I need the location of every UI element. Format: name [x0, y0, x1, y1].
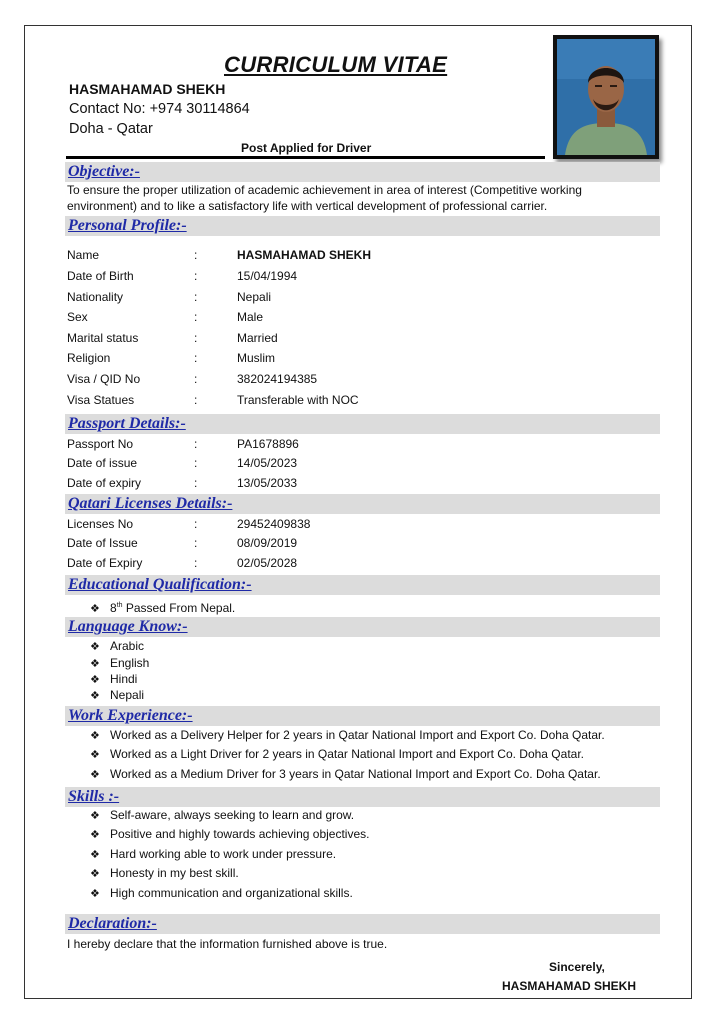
declaration-text: I hereby declare that the information furnished above is true. — [67, 937, 388, 951]
personal-heading: Personal Profile:- — [68, 217, 187, 234]
bullet-icon: ❖ — [90, 868, 100, 880]
passport-heading: Passport Details:- — [68, 415, 186, 432]
profile-photo-image — [557, 39, 655, 155]
language-item: Nepali — [110, 688, 145, 702]
row-colon: : — [194, 536, 198, 550]
declaration-heading-bar — [65, 914, 660, 934]
skill-item: Hard working able to work under pressure. — [110, 847, 337, 861]
education-text: Passed From Nepal. — [122, 601, 236, 615]
objective-heading-bar — [65, 162, 660, 182]
row-label: Date of Issue — [67, 536, 138, 550]
row-colon: : — [194, 517, 198, 531]
row-value: 29452409838 — [237, 517, 311, 531]
personal-heading-bar — [65, 216, 660, 236]
contact-number: Contact No: +974 30114864 — [69, 101, 250, 117]
skill-item: Honesty in my best skill. — [110, 866, 239, 880]
language-item: Arabic — [110, 639, 145, 653]
list-item — [90, 847, 336, 863]
row-colon: : — [194, 393, 198, 407]
bullet-icon: ❖ — [90, 674, 100, 686]
objective-line-1: To ensure the proper utilization of academic achievement in area of interest (Competitive working — [67, 183, 582, 197]
row-colon: : — [194, 331, 198, 345]
objective-heading: Objective:- — [68, 163, 140, 180]
applicant-name: HASMAHAMAD SHEKH — [69, 81, 226, 97]
row-value: Transferable with NOC — [237, 393, 359, 407]
bullet-icon: ❖ — [90, 749, 100, 761]
header-rule — [66, 156, 545, 159]
education-grade-suffix: th — [116, 602, 123, 609]
list-item — [90, 866, 239, 882]
list-item — [90, 688, 144, 704]
row-label: Date of Expiry — [67, 556, 143, 570]
list-item — [90, 728, 605, 744]
row-label: Licenses No — [67, 517, 134, 531]
passport-heading-bar — [65, 414, 660, 434]
row-value: Muslim — [237, 351, 275, 365]
education-grade: 8 — [110, 601, 117, 615]
list-item — [90, 656, 149, 672]
row-colon: : — [194, 310, 198, 324]
objective-line-2: environment) and to like a satisfactory life with vertical development of professional carrier. — [67, 199, 548, 213]
row-colon: : — [194, 248, 198, 262]
row-colon: : — [194, 437, 198, 451]
bullet-icon: ❖ — [90, 603, 100, 615]
work-item: Worked as a Light Driver for 2 years in Qatar National Import and Export Co. Doha Qatar. — [110, 747, 584, 761]
list-item — [90, 747, 584, 763]
row-colon: : — [194, 351, 198, 365]
signature-name: HASMAHAMAD SHEKH — [502, 979, 636, 993]
row-label: Visa Statues — [67, 393, 135, 407]
skills-heading: Skills :- — [68, 788, 120, 805]
row-value: 08/09/2019 — [237, 536, 298, 550]
row-label: Sex — [67, 310, 88, 324]
row-value: 15/04/1994 — [237, 269, 298, 283]
bullet-icon: ❖ — [90, 888, 100, 900]
bullet-icon: ❖ — [90, 810, 100, 822]
row-value: 02/05/2028 — [237, 556, 298, 570]
skill-item: Self-aware, always seeking to learn and grow. — [110, 808, 355, 822]
list-item — [90, 598, 235, 617]
work-item: Worked as a Medium Driver for 3 years in Qatar National Import and Export Co. Doha Qatar. — [110, 767, 601, 781]
bullet-icon: ❖ — [90, 641, 100, 653]
language-heading: Language Know:- — [68, 618, 188, 635]
skill-item: Positive and highly towards achieving objectives. — [110, 827, 370, 841]
row-colon: : — [194, 456, 198, 470]
row-value: HASMAHAMAD SHEKH — [237, 248, 371, 262]
work-heading-bar — [65, 706, 660, 726]
row-label: Religion — [67, 351, 111, 365]
bullet-icon: ❖ — [90, 769, 100, 781]
list-item — [90, 886, 353, 902]
row-label: Date of expiry — [67, 476, 142, 490]
license-heading: Qatari Licenses Details:- — [68, 495, 233, 512]
work-heading: Work Experience:- — [68, 707, 193, 724]
row-value: PA1678896 — [237, 437, 299, 451]
row-value: 382024194385 — [237, 372, 318, 386]
row-label: Date of Birth — [67, 269, 134, 283]
language-heading-bar — [65, 617, 660, 637]
bullet-icon: ❖ — [90, 730, 100, 742]
row-value: Nepali — [237, 290, 272, 304]
row-colon: : — [194, 476, 198, 490]
row-colon: : — [194, 556, 198, 570]
row-label: Date of issue — [67, 456, 138, 470]
row-colon: : — [194, 290, 198, 304]
row-value: 13/05/2033 — [237, 476, 298, 490]
row-label: Name — [67, 248, 100, 262]
skills-heading-bar — [65, 787, 660, 807]
row-label: Nationality — [67, 290, 124, 304]
signature-closing: Sincerely, — [549, 960, 605, 974]
row-value: 14/05/2023 — [237, 456, 298, 470]
list-item — [90, 672, 137, 688]
location: Doha - Qatar — [69, 121, 153, 137]
list-item — [90, 808, 354, 824]
profile-photo — [553, 35, 659, 159]
language-item: English — [110, 656, 150, 670]
list-item — [90, 767, 601, 783]
language-item: Hindi — [110, 672, 138, 686]
row-value: Male — [237, 310, 264, 324]
row-colon: : — [194, 269, 198, 283]
row-colon: : — [194, 372, 198, 386]
work-item: Worked as a Delivery Helper for 2 years in Qatar National Import and Export Co. Doha Qatar. — [110, 728, 605, 742]
bullet-icon: ❖ — [90, 658, 100, 670]
license-heading-bar — [65, 494, 660, 514]
skill-item: High communication and organizational skills. — [110, 886, 353, 900]
education-heading-bar — [65, 575, 660, 595]
row-value: Married — [237, 331, 278, 345]
education-heading: Educational Qualification:- — [68, 576, 252, 593]
document-title: CURRICULUM VITAE — [224, 52, 448, 77]
post-applied: Post Applied for Driver — [241, 141, 372, 155]
list-item — [90, 827, 369, 843]
list-item — [90, 639, 144, 655]
bullet-icon: ❖ — [90, 849, 100, 861]
bullet-icon: ❖ — [90, 690, 100, 702]
bullet-icon: ❖ — [90, 829, 100, 841]
row-label: Visa / QID No — [67, 372, 141, 386]
row-label: Passport No — [67, 437, 134, 451]
declaration-heading: Declaration:- — [68, 915, 157, 932]
row-label: Marital status — [67, 331, 139, 345]
